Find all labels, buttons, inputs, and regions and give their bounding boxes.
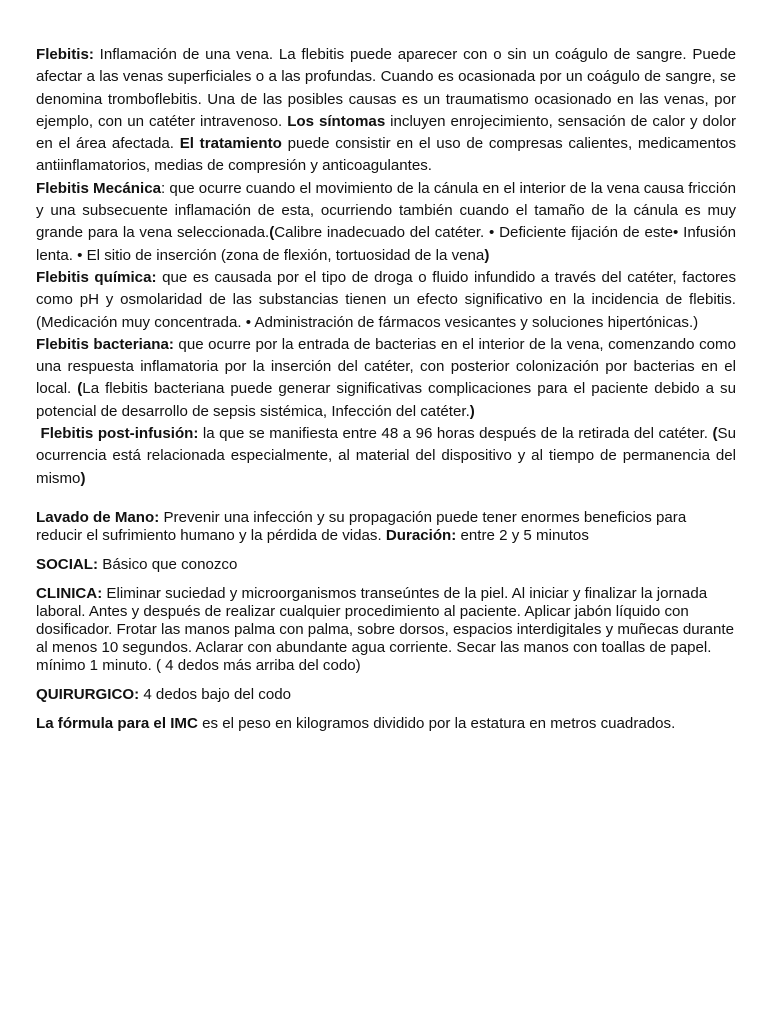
term-flebitis-quimica: Flebitis química: xyxy=(36,268,157,286)
flebitis-tratamiento-text: puede consistir en el uso de compresas calientes, medicamentos antiinflamatorios, medias de compresión y anticoagulantes. xyxy=(36,135,737,175)
term-flebitis-bacteriana: Flebitis bacteriana: xyxy=(36,335,174,353)
term-flebitis-mecanica: Flebitis Mecánica xyxy=(36,179,162,197)
paragraph-flebitis-post-infusion xyxy=(36,423,736,490)
term-flebitis: Flebitis: xyxy=(36,46,94,63)
postinfusion-note: Su ocurrencia está relacionada especialmente, al material del dispositivo y al tiempo de permanencia del mismo xyxy=(36,425,736,487)
term-duracion: Duración: xyxy=(385,526,457,544)
flebitis-definition: Inflamación de una vena. La flebitis puede aparecer con o sin un coágulo de sangre. Puede afectar a las venas superficiales o a las profundas. Cuando es ocasionada por un coágulo de sangre, se denomina tromboflebitis. Una de las posibles causas es un traumatismo ocasionado en las venas, por ejemplo, con un catéter intravenoso. xyxy=(36,46,736,130)
paren-open: ( xyxy=(77,380,83,398)
paragraph-clinica xyxy=(36,585,736,675)
clinica-text: Eliminar suciedad y microorganismos transeúntes de la piel. Al iniciar y finalizar la jornada laboral. Antes y después de realizar cualquier procedimiento al paciente. Aplicar jabón líquido con dosificador. Frotar las manos palma con palma, sobre dorsos, espacios interdigitales y muñecas durante al menos 10 segundos. Aclarar con abundante agua corriente. Secar las manos con toallas de papel. mínimo 1 minuto. ( 4 dedos más arriba del codo) xyxy=(36,584,735,674)
term-tratamiento: El tratamiento xyxy=(179,135,282,153)
term-flebitis-post-infusion: Flebitis post-infusión: xyxy=(36,425,199,443)
postinfusion-definition: la que se manifiesta entre 48 a 96 horas después de la retirada del catéter. xyxy=(198,425,713,443)
mecanica-causes: Calibre inadecuado del catéter. • Deficiente fijación de este• Infusión lenta. • El sitio de inserción (zona de flexión, tortuosidad de la vena xyxy=(36,224,736,264)
paragraph-flebitis-bacteriana xyxy=(36,334,736,423)
paragraph-quirurgico xyxy=(36,686,736,704)
paragraph-flebitis xyxy=(36,44,736,178)
lavado-definition: Prevenir una infección y su propagación puede tener enormes beneficios para reducir el sufrimiento humano y la pérdida de vidas. xyxy=(36,508,687,544)
bacteriana-definition: que ocurre por la entrada de bacterias en el interior de la vena, comenzando como una respuesta inflamatoria por la inserción del catéter, con posterior colonización por bacterias en el local. xyxy=(36,335,736,398)
paren-close: ) xyxy=(80,469,86,487)
social-text: Básico que conozco xyxy=(98,555,238,573)
imc-text: es el peso en kilogramos dividido por la estatura en metros cuadrados. xyxy=(197,714,676,732)
paragraph-social xyxy=(36,556,736,574)
paren-close: ) xyxy=(469,402,475,420)
paragraph-lavado-de-mano xyxy=(36,509,736,545)
duracion-value: entre 2 y 5 minutos xyxy=(456,526,589,544)
paren-close: ) xyxy=(484,246,490,264)
term-formula-imc: La fórmula para el IMC xyxy=(36,714,198,732)
paragraph-flebitis-quimica xyxy=(36,267,736,334)
term-social: SOCIAL: xyxy=(36,555,99,573)
flebitis-sintomas-text: incluyen enrojecimiento, sensación de calor y dolor en el área afectada. xyxy=(36,112,737,153)
bacteriana-complications: La flebitis bacteriana puede generar significativas complicaciones para el paciente debido a su potencial de desarrollo de sepsis sistémica, Infección del catéter. xyxy=(36,380,736,420)
paren-open: ( xyxy=(269,224,275,242)
term-quirurgico: QUIRURGICO: xyxy=(36,685,140,703)
quimica-definition: que es causada por el tipo de droga o fluido infundido a través del catéter, factores como pH y osmolaridad de las substancias tienen un efecto significativo en la incidencia de flebitis. (Medicación muy concentrada. • Administración de fármacos vesicantes y soluciones hipertónicas.) xyxy=(36,268,736,331)
paragraph-flebitis-mecanica xyxy=(36,178,736,267)
paren-open: ( xyxy=(712,425,718,443)
term-sintomas: Los síntomas xyxy=(287,112,386,130)
mecanica-definition: : que ocurre cuando el movimiento de la cánula en el interior de la vena causa fricción y una subsecuente inflamación de esta, ocurriendo también cuando el tamaño de la cánula es muy grande para la vena seleccionada. xyxy=(36,179,736,242)
term-clinica: CLINICA: xyxy=(36,584,103,602)
quirurgico-text: 4 dedos bajo del codo xyxy=(139,685,292,703)
term-lavado-de-mano: Lavado de Mano: xyxy=(36,508,160,526)
paragraph-imc xyxy=(36,715,736,733)
